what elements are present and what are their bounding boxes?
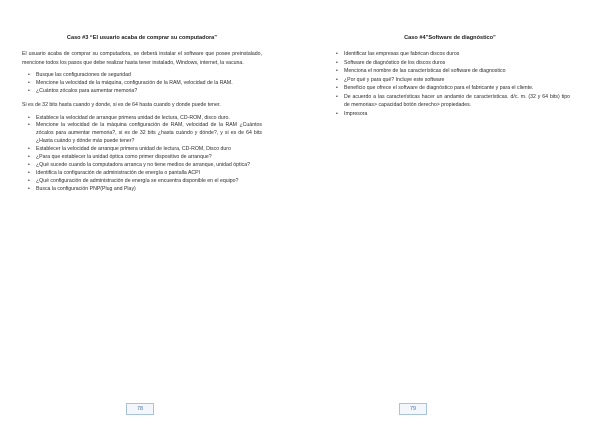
bullet-icon: • xyxy=(336,85,338,91)
list-item: • ¿Qué configuración de administración de energía se encuentra disponible en el equipo? xyxy=(28,177,239,184)
list-item: • Establece la velocidad de arranque primera unidad de lectura, CD-ROM, disco duro. xyxy=(28,114,230,121)
list-item: • Software de diagnóstico de los discos duros xyxy=(336,59,446,66)
list-item: • Establecer la velocidad de arranque primera unidad de lectura, CD-ROM, Disco duro xyxy=(28,146,231,153)
page-number-78: 78 xyxy=(126,403,154,415)
bullet-icon: • xyxy=(28,88,30,94)
bullet-icon: • xyxy=(336,76,338,83)
list-item: • Impresora xyxy=(336,110,368,117)
case-3-paragraph-2: Si es de 32 bits hasta cuando y donde, si es de 64 hasta cuando y donde puede tener. xyxy=(22,101,221,108)
right-page xyxy=(334,0,570,424)
bullet-icon: • xyxy=(28,169,30,176)
case-3-list-2 xyxy=(22,115,262,194)
list-item: • De acuerdo a las características hacer un andamio de características. d/c. m. (32 y 64 bits) tipo de memorias> capacidad botón derecho> propiedades. xyxy=(336,93,570,108)
bullet-icon: • xyxy=(28,154,30,161)
page-number-79: 79 xyxy=(399,403,427,415)
bullet-icon: • xyxy=(28,146,30,153)
case-4-title: Caso #4”Software de diagnóstico” xyxy=(404,35,496,41)
bullet-icon: • xyxy=(336,59,338,66)
list-item: • Identificar las empresas que fabrican discos duros xyxy=(336,51,460,57)
bullet-icon: • xyxy=(28,177,30,184)
bullet-icon: • xyxy=(28,161,30,168)
bullet-icon: • xyxy=(28,185,30,192)
list-item: • ¿Para que establecer la unidad óptica como primer dispositivo de arranque? xyxy=(28,154,212,161)
list-item: • Beneficio que ofrece el software de diagnóstico para el fabricante y para el cliente. xyxy=(336,85,534,91)
case-3-intro: El usuario acaba de comprar su computadora, se deberá instalar el software que posee preinstalado, mencione todos los pasos que debe realizar hasta tener instalado, Windows, internet, la vacuna. xyxy=(22,51,262,66)
left-page xyxy=(22,0,262,424)
list-item: • Menciona el nombre de las características del software de diagnostico xyxy=(336,68,506,74)
bullet-icon: • xyxy=(28,114,30,121)
list-item: • Busque las configuraciones de seguridad xyxy=(28,72,131,79)
list-item: • Busca la configuración PNP(Plug and Play) xyxy=(28,185,136,192)
case-4-list xyxy=(334,50,570,118)
bullet-icon: • xyxy=(336,51,338,57)
case-3-list-1 xyxy=(22,72,262,96)
list-item: • ¿Cuántos zócalos para aumentar memoria? xyxy=(28,88,138,94)
bullet-icon: • xyxy=(336,110,338,117)
bullet-icon: • xyxy=(28,72,30,79)
list-item: • Mencione la velocidad de la máquina, configuración de la RAM, velocidad de la RAM. xyxy=(28,80,233,87)
bullet-icon: • xyxy=(336,93,338,100)
list-item: • ¿Por qué y para qué? Incluye este software xyxy=(336,76,445,83)
list-item: • Identifica la configuración de administración de energía o pantalla ACPI xyxy=(28,169,201,176)
bullet-icon: • xyxy=(28,80,30,87)
bullet-icon: • xyxy=(336,68,338,74)
bullet-icon: • xyxy=(28,122,30,129)
case-3-title: Caso #3 “El usuario acaba de comprar su computadora” xyxy=(66,35,218,41)
list-item: • Mencione la velocidad de la máquina configuración de RAM, velocidad de la RAM ¿Cuántos zócalos para aumentar memoria?, si es de 32 bits ¿hasta cuándo y dónde?, y si es de 64 bits ¿Hasta cuándo y dónde más puede tener? xyxy=(28,122,262,145)
list-item: • ¿Qué sucede cuando la computadora arranca y no tiene medios de arranque, unidad óptica? xyxy=(28,161,250,168)
